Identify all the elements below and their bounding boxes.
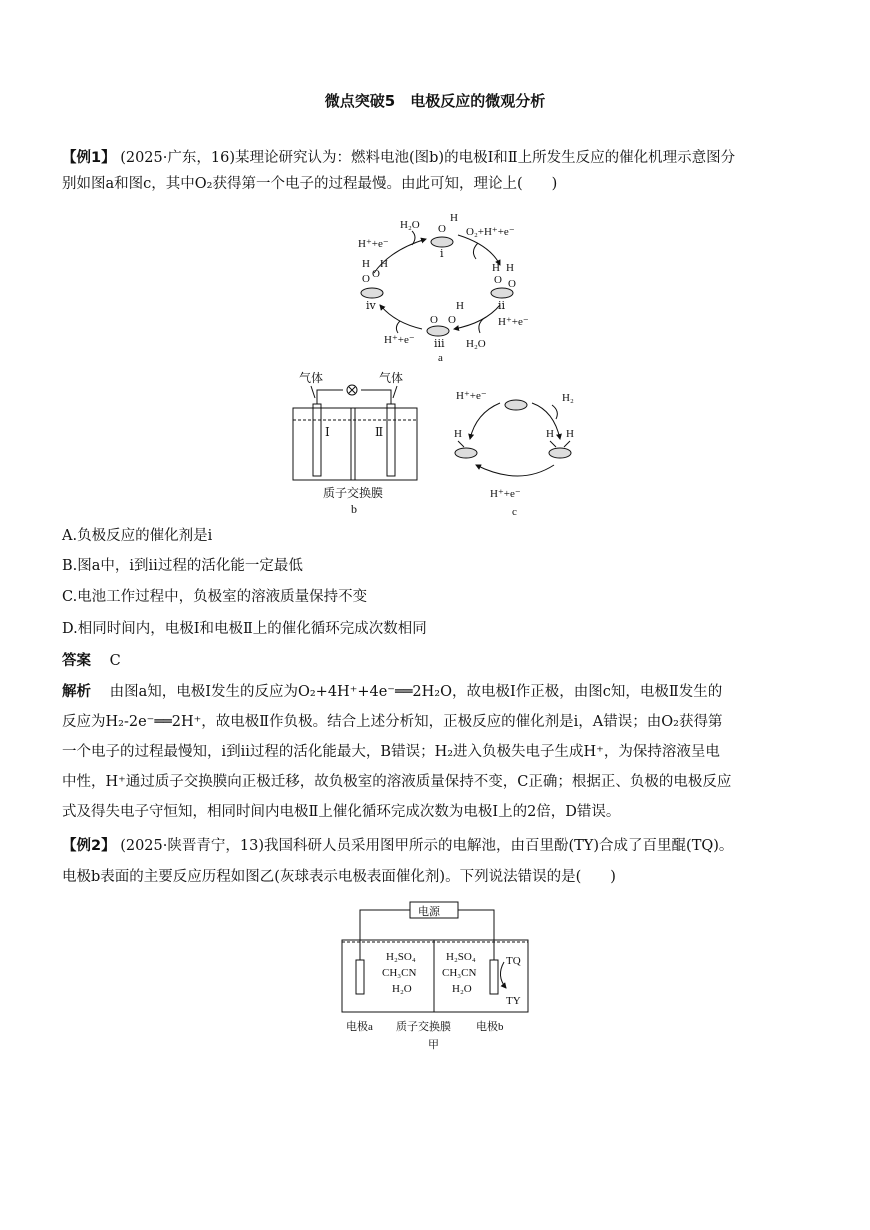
answer-row — [62, 651, 121, 671]
figure-c-cycle-diagram — [450, 385, 590, 520]
option-c: C.电池工作过程中，负极室的溶液质量保持不变 — [62, 589, 368, 605]
catalyst-i — [431, 237, 453, 247]
stage-iv: ⅳ — [366, 300, 376, 312]
option-a: A.负极反应的催化剂是ⅰ — [62, 528, 213, 544]
analysis-line-1: 解析 由图a知，电极Ⅰ发生的反应为O₂+4H⁺+4e⁻══2H₂O，故电极Ⅰ作正极，由图c知，电极Ⅱ发生的 — [62, 684, 723, 700]
catalyst-iii — [427, 326, 449, 336]
svg-text:CH₃CN: CH₃CN — [442, 967, 477, 979]
option-b: B.图a中，ⅰ到ⅱ过程的活化能一定最低 — [62, 558, 303, 574]
option-d: D.相同时间内，电极Ⅰ和电极Ⅱ上的催化循环完成次数相同 — [62, 621, 427, 637]
electrode-a-label: 电极a — [346, 1021, 373, 1033]
svg-text:H₂O: H₂O — [392, 983, 412, 995]
c-hplus-top: H⁺+e⁻ — [456, 390, 487, 402]
label-hplus-right: H⁺+e⁻ — [498, 316, 529, 328]
example2-stem-line2: 电极b表面的主要反应历程如图乙(灰球表示电极表面催化剂)。下列说法错误的是( ) — [62, 869, 616, 885]
c-h2: H₂ — [562, 392, 574, 404]
analysis-line-2: 反应为H₂-2e⁻══2H⁺，故电极Ⅱ作负极。结合上述分析知，正极反应的催化剂是ⅰ，A错误；由O₂获得第 — [62, 714, 723, 730]
svg-text:O: O — [430, 314, 438, 326]
svg-text:O: O — [508, 278, 516, 290]
svg-text:O: O — [494, 274, 502, 286]
svg-text:H₂SO₄: H₂SO₄ — [386, 951, 416, 963]
electrode-2 — [387, 404, 395, 476]
svg-text:O: O — [362, 273, 370, 285]
svg-text:O: O — [438, 223, 446, 235]
stage-iii: ⅲ — [434, 338, 445, 350]
electrode-a — [356, 960, 364, 994]
electrode-b-label: 电极b — [476, 1021, 504, 1033]
ty-label: TY — [506, 995, 521, 1007]
svg-text:H: H — [362, 258, 370, 270]
svg-text:H: H — [546, 428, 554, 440]
svg-text:H₂SO₄: H₂SO₄ — [446, 951, 476, 963]
figure-jia-caption: 甲 — [428, 1039, 439, 1051]
figure-a-cycle-diagram — [350, 205, 540, 365]
electrode-1 — [313, 404, 321, 476]
figure-c-caption: c — [512, 506, 517, 518]
c-hplus-bottom: H⁺+e⁻ — [490, 488, 521, 500]
analysis-line-3: 一个电子的过程最慢知，ⅰ到ⅱ过程的活化能最大，B错误；H₂进入负极失电子生成H⁺，为保持溶液呈电 — [62, 744, 720, 760]
label-hplus-bottom: H⁺+e⁻ — [384, 334, 415, 346]
gas-right-label: 气体 — [379, 371, 404, 385]
label-o2-reagent: O₂+H⁺+e⁻ — [466, 226, 515, 238]
example2-tag: 【例2】 — [62, 838, 116, 854]
electrode-b — [490, 960, 498, 994]
example1-stem — [62, 148, 735, 168]
power-source-label: 电源 — [418, 906, 440, 918]
stage-ii: ⅱ — [498, 300, 506, 312]
figure-b-caption: b — [351, 502, 357, 516]
answer-label: 答案 — [62, 653, 91, 669]
svg-text:O: O — [448, 314, 456, 326]
example1-stem-line1: (2025·广东，16)某理论研究认为：燃料电池(图b)的电极Ⅰ和Ⅱ上所发生反应的催化机理示意图分 — [120, 150, 736, 166]
svg-text:H: H — [450, 212, 458, 224]
gas-left-label: 气体 — [299, 371, 324, 385]
svg-text:H: H — [566, 428, 574, 440]
label-h2o-top: H₂O — [400, 219, 420, 231]
analysis-line-4: 中性，H⁺通过质子交换膜向正极迁移，故负极室的溶液质量保持不变，C正确；根据正、负极的电极反应 — [62, 774, 732, 790]
svg-text:O: O — [372, 268, 380, 280]
analysis-line-5: 式及得失电子守恒知，相同时间内电极Ⅱ上催化循环完成次数为电极Ⅰ上的2倍，D错误。 — [62, 804, 621, 820]
svg-text:H: H — [492, 262, 500, 274]
svg-text:H: H — [380, 258, 388, 270]
electrode-1-label: Ⅰ — [325, 425, 330, 439]
electrode-2-label: Ⅱ — [375, 425, 384, 439]
figure-jia-electrolytic-cell — [338, 900, 538, 1055]
svg-text:H: H — [506, 262, 514, 274]
figure-a-caption: a — [438, 352, 443, 364]
example1-stem-line2: 别如图a和图c，其中O₂获得第一个电子的过程最慢。由此可知，理论上( ) — [62, 176, 558, 192]
example2-stem-line1: (2025·陕晋青宁，13)我国科研人员采用图甲所示的电解池，由百里酚(TY)合成了百里醌(TQ)。 — [120, 838, 734, 854]
membrane-label-2: 质子交换膜 — [396, 1021, 451, 1033]
stage-i: ⅰ — [440, 248, 444, 260]
answer-value: C — [109, 653, 121, 669]
svg-text:H: H — [456, 300, 464, 312]
catalyst-iv — [361, 288, 383, 298]
analysis-label: 解析 — [62, 684, 91, 700]
figure-b-fuel-cell-diagram — [285, 368, 425, 518]
page-title: 微点突破5 电极反应的微观分析 — [324, 92, 546, 110]
svg-text:CH₃CN: CH₃CN — [382, 967, 417, 979]
label-h2o-right: H₂O — [466, 338, 486, 350]
tq-label: TQ — [506, 955, 521, 967]
example2-stem — [62, 836, 733, 856]
svg-text:H₂O: H₂O — [452, 983, 472, 995]
example1-tag: 【例1】 — [62, 150, 116, 166]
svg-text:H: H — [454, 428, 462, 440]
membrane-label: 质子交换膜 — [323, 486, 384, 500]
label-hplus-left-top: H⁺+e⁻ — [358, 238, 389, 250]
